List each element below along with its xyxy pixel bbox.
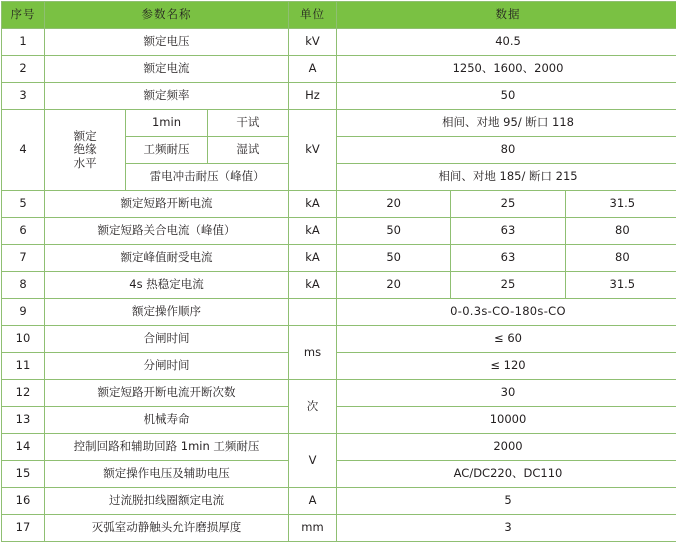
row-data: AC/DC220、DC110 bbox=[337, 461, 676, 488]
row-name: 过流脱扣线圈额定电流 bbox=[45, 488, 289, 515]
row-name: 灭弧室动静触头允许磨损厚度 bbox=[45, 515, 289, 542]
row-unit: kV bbox=[289, 110, 337, 191]
header-cell-name: 参数名称 bbox=[45, 2, 289, 29]
table-row bbox=[2, 56, 676, 83]
table-row bbox=[2, 488, 676, 515]
row-data: 1250、1600、2000 bbox=[337, 56, 676, 83]
row-data-col3: 31.5 bbox=[565, 191, 676, 218]
row-name: 额定短路开断电流 bbox=[45, 191, 289, 218]
row-unit: 次 bbox=[289, 380, 337, 434]
insulation-sub-label-power-freq: 工频耐压 bbox=[126, 137, 207, 164]
row-data: ≤ 120 bbox=[337, 353, 676, 380]
row-data-col2: 25 bbox=[451, 191, 565, 218]
specification-table bbox=[1, 1, 676, 542]
row-unit: V bbox=[289, 434, 337, 488]
table-row bbox=[2, 434, 676, 461]
row-no: 1 bbox=[2, 29, 45, 56]
row-data-col3: 31.5 bbox=[565, 272, 676, 299]
row-name: 额定短路关合电流（峰值） bbox=[45, 218, 289, 245]
row-no: 9 bbox=[2, 299, 45, 326]
row-data: 5 bbox=[337, 488, 676, 515]
table-row bbox=[2, 83, 676, 110]
row-name: 额定峰值耐受电流 bbox=[45, 245, 289, 272]
table-header bbox=[2, 2, 676, 29]
row-data: ≤ 60 bbox=[337, 326, 676, 353]
table-row bbox=[2, 110, 676, 137]
row-data: 80 bbox=[337, 137, 676, 164]
header-cell-no: 序号 bbox=[2, 2, 45, 29]
row-name: 额定操作电压及辅助电压 bbox=[45, 461, 289, 488]
row-data-col2: 63 bbox=[451, 245, 565, 272]
table-row bbox=[2, 380, 676, 407]
row-no: 2 bbox=[2, 56, 45, 83]
header-cell-data: 数据 bbox=[337, 2, 676, 29]
row-data-col1: 50 bbox=[337, 218, 451, 245]
row-name: 额定电流 bbox=[45, 56, 289, 83]
row-name: 额定频率 bbox=[45, 83, 289, 110]
table-row bbox=[2, 407, 676, 434]
row-no: 10 bbox=[2, 326, 45, 353]
row-data-col2: 63 bbox=[451, 218, 565, 245]
row-data: 40.5 bbox=[337, 29, 676, 56]
table-row bbox=[2, 191, 676, 218]
insulation-sub-label-1min: 1min bbox=[126, 110, 207, 137]
row-no: 12 bbox=[2, 380, 45, 407]
row-unit: kV bbox=[289, 29, 337, 56]
table-body bbox=[2, 29, 676, 542]
spec-table-container bbox=[0, 1, 676, 487]
table-row bbox=[2, 326, 676, 353]
row-no: 4 bbox=[2, 110, 45, 191]
row-data-col1: 50 bbox=[337, 245, 451, 272]
row-data: 50 bbox=[337, 83, 676, 110]
row-name: 合闸时间 bbox=[45, 326, 289, 353]
row-unit: kA bbox=[289, 218, 337, 245]
row-no: 15 bbox=[2, 461, 45, 488]
table-row bbox=[2, 29, 676, 56]
row-no: 5 bbox=[2, 191, 45, 218]
row-no: 7 bbox=[2, 245, 45, 272]
row-name: 额定电压 bbox=[45, 29, 289, 56]
table-row bbox=[2, 515, 676, 542]
table-row bbox=[2, 245, 676, 272]
row-no: 6 bbox=[2, 218, 45, 245]
row-name: 控制回路和辅助回路 1min 工频耐压 bbox=[45, 434, 289, 461]
table-row bbox=[2, 218, 676, 245]
table-row bbox=[2, 461, 676, 488]
row-no: 8 bbox=[2, 272, 45, 299]
row-name: 机械寿命 bbox=[45, 407, 289, 434]
row-data: 0-0.3s-CO-180s-CO bbox=[337, 299, 676, 326]
row-unit: mm bbox=[289, 515, 337, 542]
row-data-col3: 80 bbox=[565, 245, 676, 272]
table-row bbox=[2, 353, 676, 380]
table-row bbox=[2, 272, 676, 299]
row-data-col3: 80 bbox=[565, 218, 676, 245]
row-unit: A bbox=[289, 56, 337, 83]
row-no: 13 bbox=[2, 407, 45, 434]
row-unit: ms bbox=[289, 326, 337, 380]
row-name: 额定操作顺序 bbox=[45, 299, 289, 326]
row-name: 额定短路开断电流开断次数 bbox=[45, 380, 289, 407]
row-no: 16 bbox=[2, 488, 45, 515]
row-name: 4s 热稳定电流 bbox=[45, 272, 289, 299]
row-data-col2: 25 bbox=[451, 272, 565, 299]
row-data: 10000 bbox=[337, 407, 676, 434]
row-no: 11 bbox=[2, 353, 45, 380]
row-data-col1: 20 bbox=[337, 191, 451, 218]
row-data: 2000 bbox=[337, 434, 676, 461]
row-unit: kA bbox=[289, 245, 337, 272]
row-no: 3 bbox=[2, 83, 45, 110]
insulation-sub-label-lightning: 雷电冲击耐压（峰值） bbox=[126, 164, 289, 191]
row-unit bbox=[289, 299, 337, 326]
row-unit: kA bbox=[289, 272, 337, 299]
row-data: 3 bbox=[337, 515, 676, 542]
table-row bbox=[2, 299, 676, 326]
row-unit: A bbox=[289, 488, 337, 515]
insulation-sub-label-dry: 干试 bbox=[207, 110, 288, 137]
row-data: 相间、对地 185/ 断口 215 bbox=[337, 164, 676, 191]
row-unit: kA bbox=[289, 191, 337, 218]
row-name: 分闸时间 bbox=[45, 353, 289, 380]
insulation-level-label: 额定 绝缘 水平 bbox=[45, 110, 126, 191]
header-cell-unit: 单位 bbox=[289, 2, 337, 29]
row-data-col1: 20 bbox=[337, 272, 451, 299]
insulation-sub-label-wet: 湿试 bbox=[207, 137, 288, 164]
row-no: 17 bbox=[2, 515, 45, 542]
row-unit: Hz bbox=[289, 83, 337, 110]
row-no: 14 bbox=[2, 434, 45, 461]
row-data: 30 bbox=[337, 380, 676, 407]
header-row bbox=[2, 2, 676, 29]
row-data: 相间、对地 95/ 断口 118 bbox=[337, 110, 676, 137]
